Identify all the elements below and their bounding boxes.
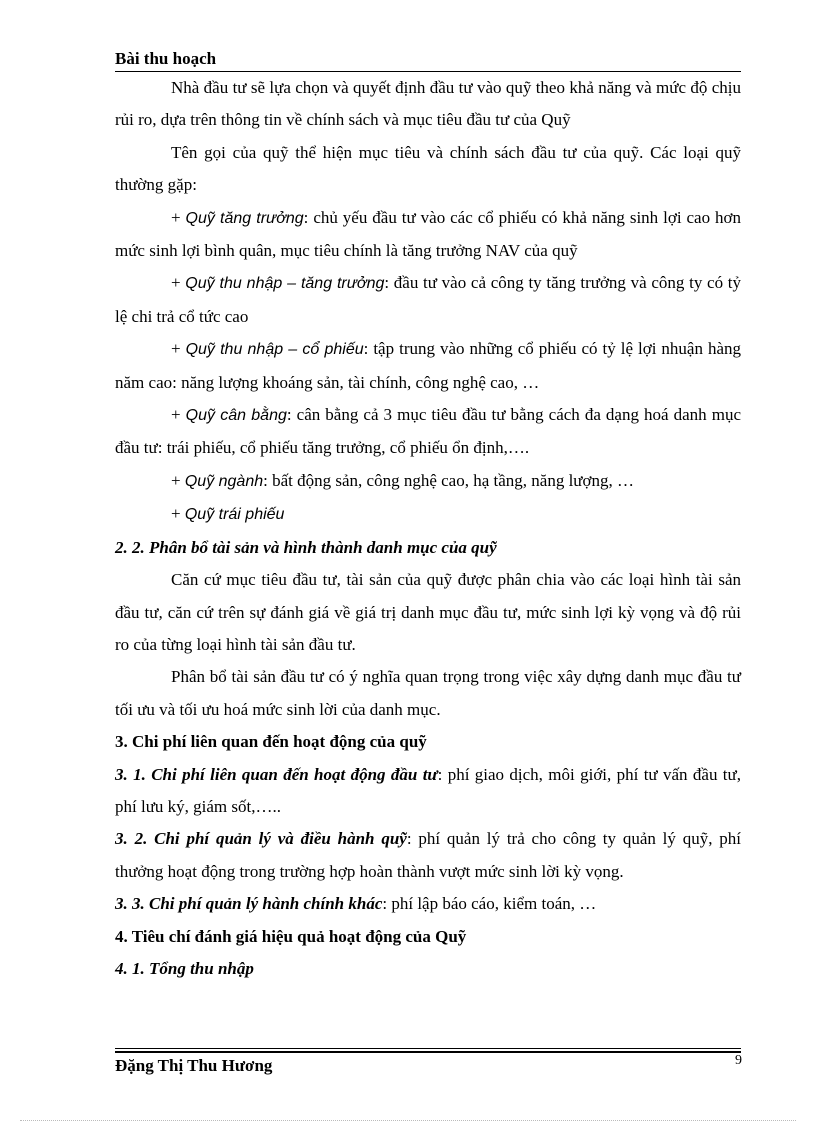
footer-divider — [115, 1051, 741, 1053]
page-boundary — [20, 1120, 796, 1121]
fund-type-term: Quỹ thu nhập – tăng trưởng — [185, 275, 385, 293]
paragraph: Tên gọi của quỹ thể hiện mục tiêu và chính sách đầu tư của quỹ. Các loại quỹ thường gặp: — [115, 142, 741, 195]
paragraph: Căn cứ mục tiêu đầu tư, tài sản của quỹ được phân chia vào các loại hình tài sản đầu tư, căn cứ trên sự đánh giá về giá trị danh mục đầu tư, mức sinh lợi kỳ vọng và độ rủi ro của từng loại hình tài sản đầu tư. — [115, 570, 741, 654]
paragraph: 3. 2. Chi phí quản lý và điều hành quỹ: phí quản lý trả cho công ty quản lý quỹ, phí thưởng hoạt động trong trường hợp hoàn thành vượt mức sinh lời kỳ vọng. — [115, 829, 741, 881]
list-item: + Quỹ tăng trưởng: chủ yếu đầu tư vào các cổ phiếu có khả năng sinh lợi cao hơn mức sinh lợi bình quân, mục tiêu chính là tăng trưởng NAV của quỹ — [115, 207, 741, 261]
list-item: + Quỹ cân bằng: cân bằng cả 3 mục tiêu đầu tư bằng cách đa dạng hoá danh mục đầu tư: trái phiếu, cổ phiếu tăng trưởng, cổ phiếu ổn định,…. — [115, 405, 741, 458]
subsection-label: 3. 2. Chi phí quản lý và điều hành quỹ — [115, 829, 407, 849]
fund-type-term: Quỹ tăng trưởng — [185, 209, 304, 227]
section-heading: 3. Chi phí liên quan đến hoạt động của quỹ — [115, 732, 427, 752]
list-item: + Quỹ ngành: bất động sản, công nghệ cao, hạ tầng, năng lượng, … — [171, 470, 634, 490]
document-body — [115, 72, 741, 985]
list-item: + Quỹ trái phiếu — [171, 504, 285, 524]
section-heading: 4. 1. Tổng thu nhập — [115, 958, 254, 978]
footer-author: Đặng Thị Thu Hương — [115, 1056, 273, 1075]
fund-type-term: Quỹ trái phiếu — [184, 506, 285, 524]
section-heading: 4. Tiêu chí đánh giá hiệu quả hoạt động của Quỹ — [115, 926, 467, 946]
list-item: + Quỹ thu nhập – cổ phiếu: tập trung vào những cổ phiếu có tỷ lệ lợi nhuận hàng năm cao: năng lượng khoáng sản, tài chính, công nghệ cao, … — [115, 339, 741, 392]
paragraph: Nhà đầu tư sẽ lựa chọn và quyết định đầu tư vào quỹ theo khả năng và mức độ chịu rủi ro, dựa trên thông tin về chính sách và mục tiêu đầu tư của Quỹ — [115, 78, 741, 130]
document-header-title: Bài thu hoạch — [115, 49, 217, 68]
fund-type-term: Quỹ ngành — [184, 472, 264, 490]
section-heading: 2. 2. Phân bổ tài sản và hình thành danh mục của quỹ — [115, 537, 497, 557]
footer-divider — [115, 1048, 741, 1049]
paragraph: 3. 1. Chi phí liên quan đến hoạt động đầu tư: phí giao dịch, môi giới, phí tư vấn đầu tư, phí lưu ký, giám sốt,….. — [115, 764, 741, 816]
subsection-label: 3. 1. Chi phí liên quan đến hoạt động đầu tư — [115, 764, 438, 784]
list-item: + Quỹ thu nhập – tăng trưởng: đầu tư vào cả công ty tăng trưởng và công ty có tỷ lệ chi trả cổ tức cao — [115, 273, 742, 326]
page-number: 9 — [735, 1053, 742, 1068]
fund-type-term: Quỹ cân bằng — [185, 407, 287, 425]
subsection-label: 3. 3. Chi phí quản lý hành chính khác — [115, 894, 383, 914]
paragraph: Phân bổ tài sản đầu tư có ý nghĩa quan trọng trong việc xây dựng danh mục đầu tư tối ưu và tối ưu hoá mức sinh lời của danh mục. — [115, 667, 741, 719]
paragraph: 3. 3. Chi phí quản lý hành chính khác: phí lập báo cáo, kiểm toán, … — [115, 894, 597, 914]
fund-type-term: Quỹ thu nhập – cổ phiếu — [185, 341, 364, 359]
